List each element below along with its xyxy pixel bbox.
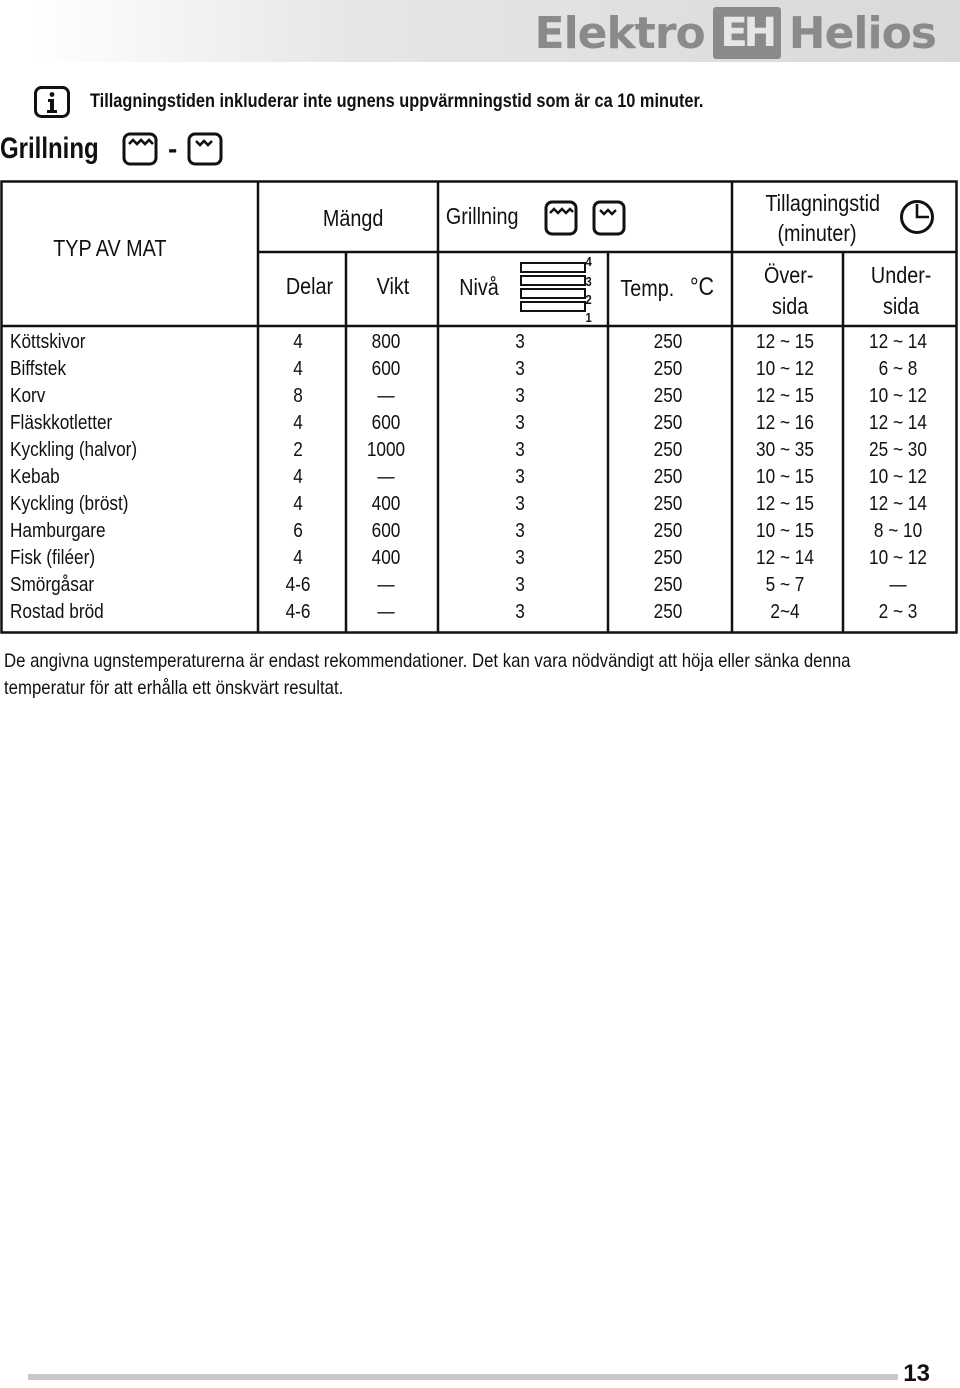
food-name: Köttskivor bbox=[10, 331, 86, 353]
food-name: Korv bbox=[10, 385, 46, 407]
cell-temp: 250 bbox=[653, 439, 683, 461]
header-under-side: Under- bbox=[870, 262, 932, 288]
cell-pieces: 4 bbox=[293, 493, 303, 515]
table-row bbox=[0, 383, 958, 410]
cell-weight: 400 bbox=[371, 493, 401, 515]
cell-top: 30 ~ 35 bbox=[756, 439, 814, 461]
brand-name-left: Elektro bbox=[534, 7, 705, 59]
footnote-line: De angivna ugnstemperaturerna är endast rekommendationer. Det kan vara nödvändigt att höja eller sänka denna bbox=[4, 650, 851, 672]
cell-under: 12 ~ 14 bbox=[869, 493, 927, 515]
section-title-text: Grillning bbox=[0, 132, 99, 165]
header-food-type: TYP AV MAT bbox=[53, 235, 167, 261]
table-row bbox=[0, 437, 958, 464]
cell-top: 10 ~ 12 bbox=[756, 358, 814, 380]
cell-pieces: 6 bbox=[293, 520, 303, 542]
cell-under: 12 ~ 14 bbox=[869, 412, 927, 434]
level-number: 4 bbox=[585, 254, 592, 269]
header-under-side-2: sida bbox=[882, 293, 920, 319]
food-name: Kyckling (bröst) bbox=[10, 493, 129, 515]
cell-level: 3 bbox=[515, 601, 525, 623]
cell-under: 10 ~ 12 bbox=[869, 466, 927, 488]
grill-icon bbox=[592, 200, 626, 236]
section-title bbox=[0, 132, 223, 166]
food-name: Biffstek bbox=[10, 358, 67, 380]
cell-level: 3 bbox=[515, 439, 525, 461]
cell-under: 12 ~ 14 bbox=[869, 331, 927, 353]
header-amount: Mängd bbox=[322, 205, 384, 231]
grill-icon bbox=[544, 200, 578, 236]
header-temp-unit: °C bbox=[689, 273, 715, 301]
cell-pieces: 4 bbox=[293, 358, 303, 380]
header-temp: Temp. bbox=[620, 275, 675, 301]
grill-icon bbox=[187, 132, 223, 166]
cell-weight: 600 bbox=[371, 358, 401, 380]
brand-logo bbox=[535, 6, 936, 60]
header-top-side: Över- bbox=[764, 262, 814, 288]
info-note bbox=[34, 86, 803, 118]
level-number: 1 bbox=[585, 310, 592, 325]
food-name: Smörgåsar bbox=[10, 574, 95, 596]
table-row bbox=[0, 599, 958, 626]
food-name: Fläskkotletter bbox=[10, 412, 113, 434]
cell-pieces: 4 bbox=[293, 466, 303, 488]
brand-emblem: EH bbox=[713, 7, 781, 59]
table-row bbox=[0, 464, 958, 491]
cell-pieces: 2 bbox=[293, 439, 303, 461]
footer-rule bbox=[28, 1374, 898, 1380]
cell-level: 3 bbox=[515, 412, 525, 434]
cell-under: — bbox=[889, 574, 907, 596]
food-name: Fisk (filéer) bbox=[10, 547, 96, 569]
brand-name-right: Helios bbox=[788, 7, 936, 59]
header-level: Nivå bbox=[459, 274, 499, 300]
cell-level: 3 bbox=[515, 574, 525, 596]
cell-top: 2~4 bbox=[770, 601, 800, 623]
grilling-table bbox=[0, 180, 958, 634]
table-row bbox=[0, 410, 958, 437]
cell-pieces: 4-6 bbox=[285, 574, 311, 596]
cell-temp: 250 bbox=[653, 520, 683, 542]
section-separator: - bbox=[168, 133, 178, 164]
cell-level: 3 bbox=[515, 520, 525, 542]
table-row bbox=[0, 545, 958, 572]
cell-temp: 250 bbox=[653, 385, 683, 407]
cell-under: 8 ~ 10 bbox=[873, 520, 923, 542]
cell-under: 10 ~ 12 bbox=[869, 547, 927, 569]
header-grilling: Grillning bbox=[445, 203, 519, 229]
cell-weight: — bbox=[377, 466, 395, 488]
cell-temp: 250 bbox=[653, 466, 683, 488]
cell-temp: 250 bbox=[653, 412, 683, 434]
level-number: 3 bbox=[585, 274, 592, 289]
footnote bbox=[4, 648, 950, 702]
cell-level: 3 bbox=[515, 331, 525, 353]
cell-under: 10 ~ 12 bbox=[869, 385, 927, 407]
cell-pieces: 8 bbox=[293, 385, 303, 407]
cell-top: 12 ~ 16 bbox=[756, 412, 814, 434]
cell-under: 6 ~ 8 bbox=[878, 358, 918, 380]
grill-icon bbox=[122, 132, 158, 166]
cell-top: 10 ~ 15 bbox=[756, 466, 814, 488]
cell-top: 12 ~ 15 bbox=[756, 493, 814, 515]
cell-level: 3 bbox=[515, 358, 525, 380]
cell-weight: 600 bbox=[371, 412, 401, 434]
cell-under: 25 ~ 30 bbox=[869, 439, 927, 461]
cell-weight: 400 bbox=[371, 547, 401, 569]
header-cooking-time-unit: (minuter) bbox=[777, 220, 857, 246]
header-top-side-2: sida bbox=[771, 293, 809, 319]
info-text: Tillagningstiden inkluderar inte ugnens uppvärmningstid som är ca 10 minuter. bbox=[90, 91, 704, 112]
cell-under: 2 ~ 3 bbox=[878, 601, 918, 623]
cell-pieces: 4-6 bbox=[285, 601, 311, 623]
table-row bbox=[0, 491, 958, 518]
clock-icon bbox=[899, 199, 935, 235]
table-row bbox=[0, 572, 958, 599]
cell-level: 3 bbox=[515, 385, 525, 407]
header-pieces: Delar bbox=[285, 273, 334, 299]
cell-weight: — bbox=[377, 574, 395, 596]
cell-pieces: 4 bbox=[293, 412, 303, 434]
cell-pieces: 4 bbox=[293, 547, 303, 569]
food-name: Kebab bbox=[10, 466, 60, 488]
cell-pieces: 4 bbox=[293, 331, 303, 353]
cell-top: 12 ~ 15 bbox=[756, 385, 814, 407]
cell-weight: 800 bbox=[371, 331, 401, 353]
cell-temp: 250 bbox=[653, 601, 683, 623]
info-icon bbox=[34, 86, 70, 118]
cell-level: 3 bbox=[515, 493, 525, 515]
cell-temp: 250 bbox=[653, 493, 683, 515]
food-name: Kyckling (halvor) bbox=[10, 439, 138, 461]
level-number: 2 bbox=[585, 292, 592, 307]
food-name: Rostad bröd bbox=[10, 601, 104, 623]
footnote-line: temperatur för att erhålla ett önskvärt resultat. bbox=[4, 677, 344, 699]
cell-top: 12 ~ 15 bbox=[756, 331, 814, 353]
cell-weight: — bbox=[377, 385, 395, 407]
cell-temp: 250 bbox=[653, 358, 683, 380]
header-weight: Vikt bbox=[376, 273, 410, 299]
header-cooking-time: Tillagningstid bbox=[765, 190, 881, 216]
shelf-levels-icon bbox=[520, 259, 586, 321]
cell-temp: 250 bbox=[653, 331, 683, 353]
cell-level: 3 bbox=[515, 547, 525, 569]
cell-top: 10 ~ 15 bbox=[756, 520, 814, 542]
cell-level: 3 bbox=[515, 466, 525, 488]
page-number: 13 bbox=[903, 1360, 930, 1387]
table-row bbox=[0, 518, 958, 545]
cell-temp: 250 bbox=[653, 547, 683, 569]
table-row bbox=[0, 329, 958, 356]
food-name: Hamburgare bbox=[10, 520, 106, 542]
cell-temp: 250 bbox=[653, 574, 683, 596]
cell-weight: 1000 bbox=[366, 439, 406, 461]
table-row bbox=[0, 356, 958, 383]
cell-top: 5 ~ 7 bbox=[765, 574, 805, 596]
cell-weight: 600 bbox=[371, 520, 401, 542]
cell-top: 12 ~ 14 bbox=[756, 547, 814, 569]
cell-weight: — bbox=[377, 601, 395, 623]
